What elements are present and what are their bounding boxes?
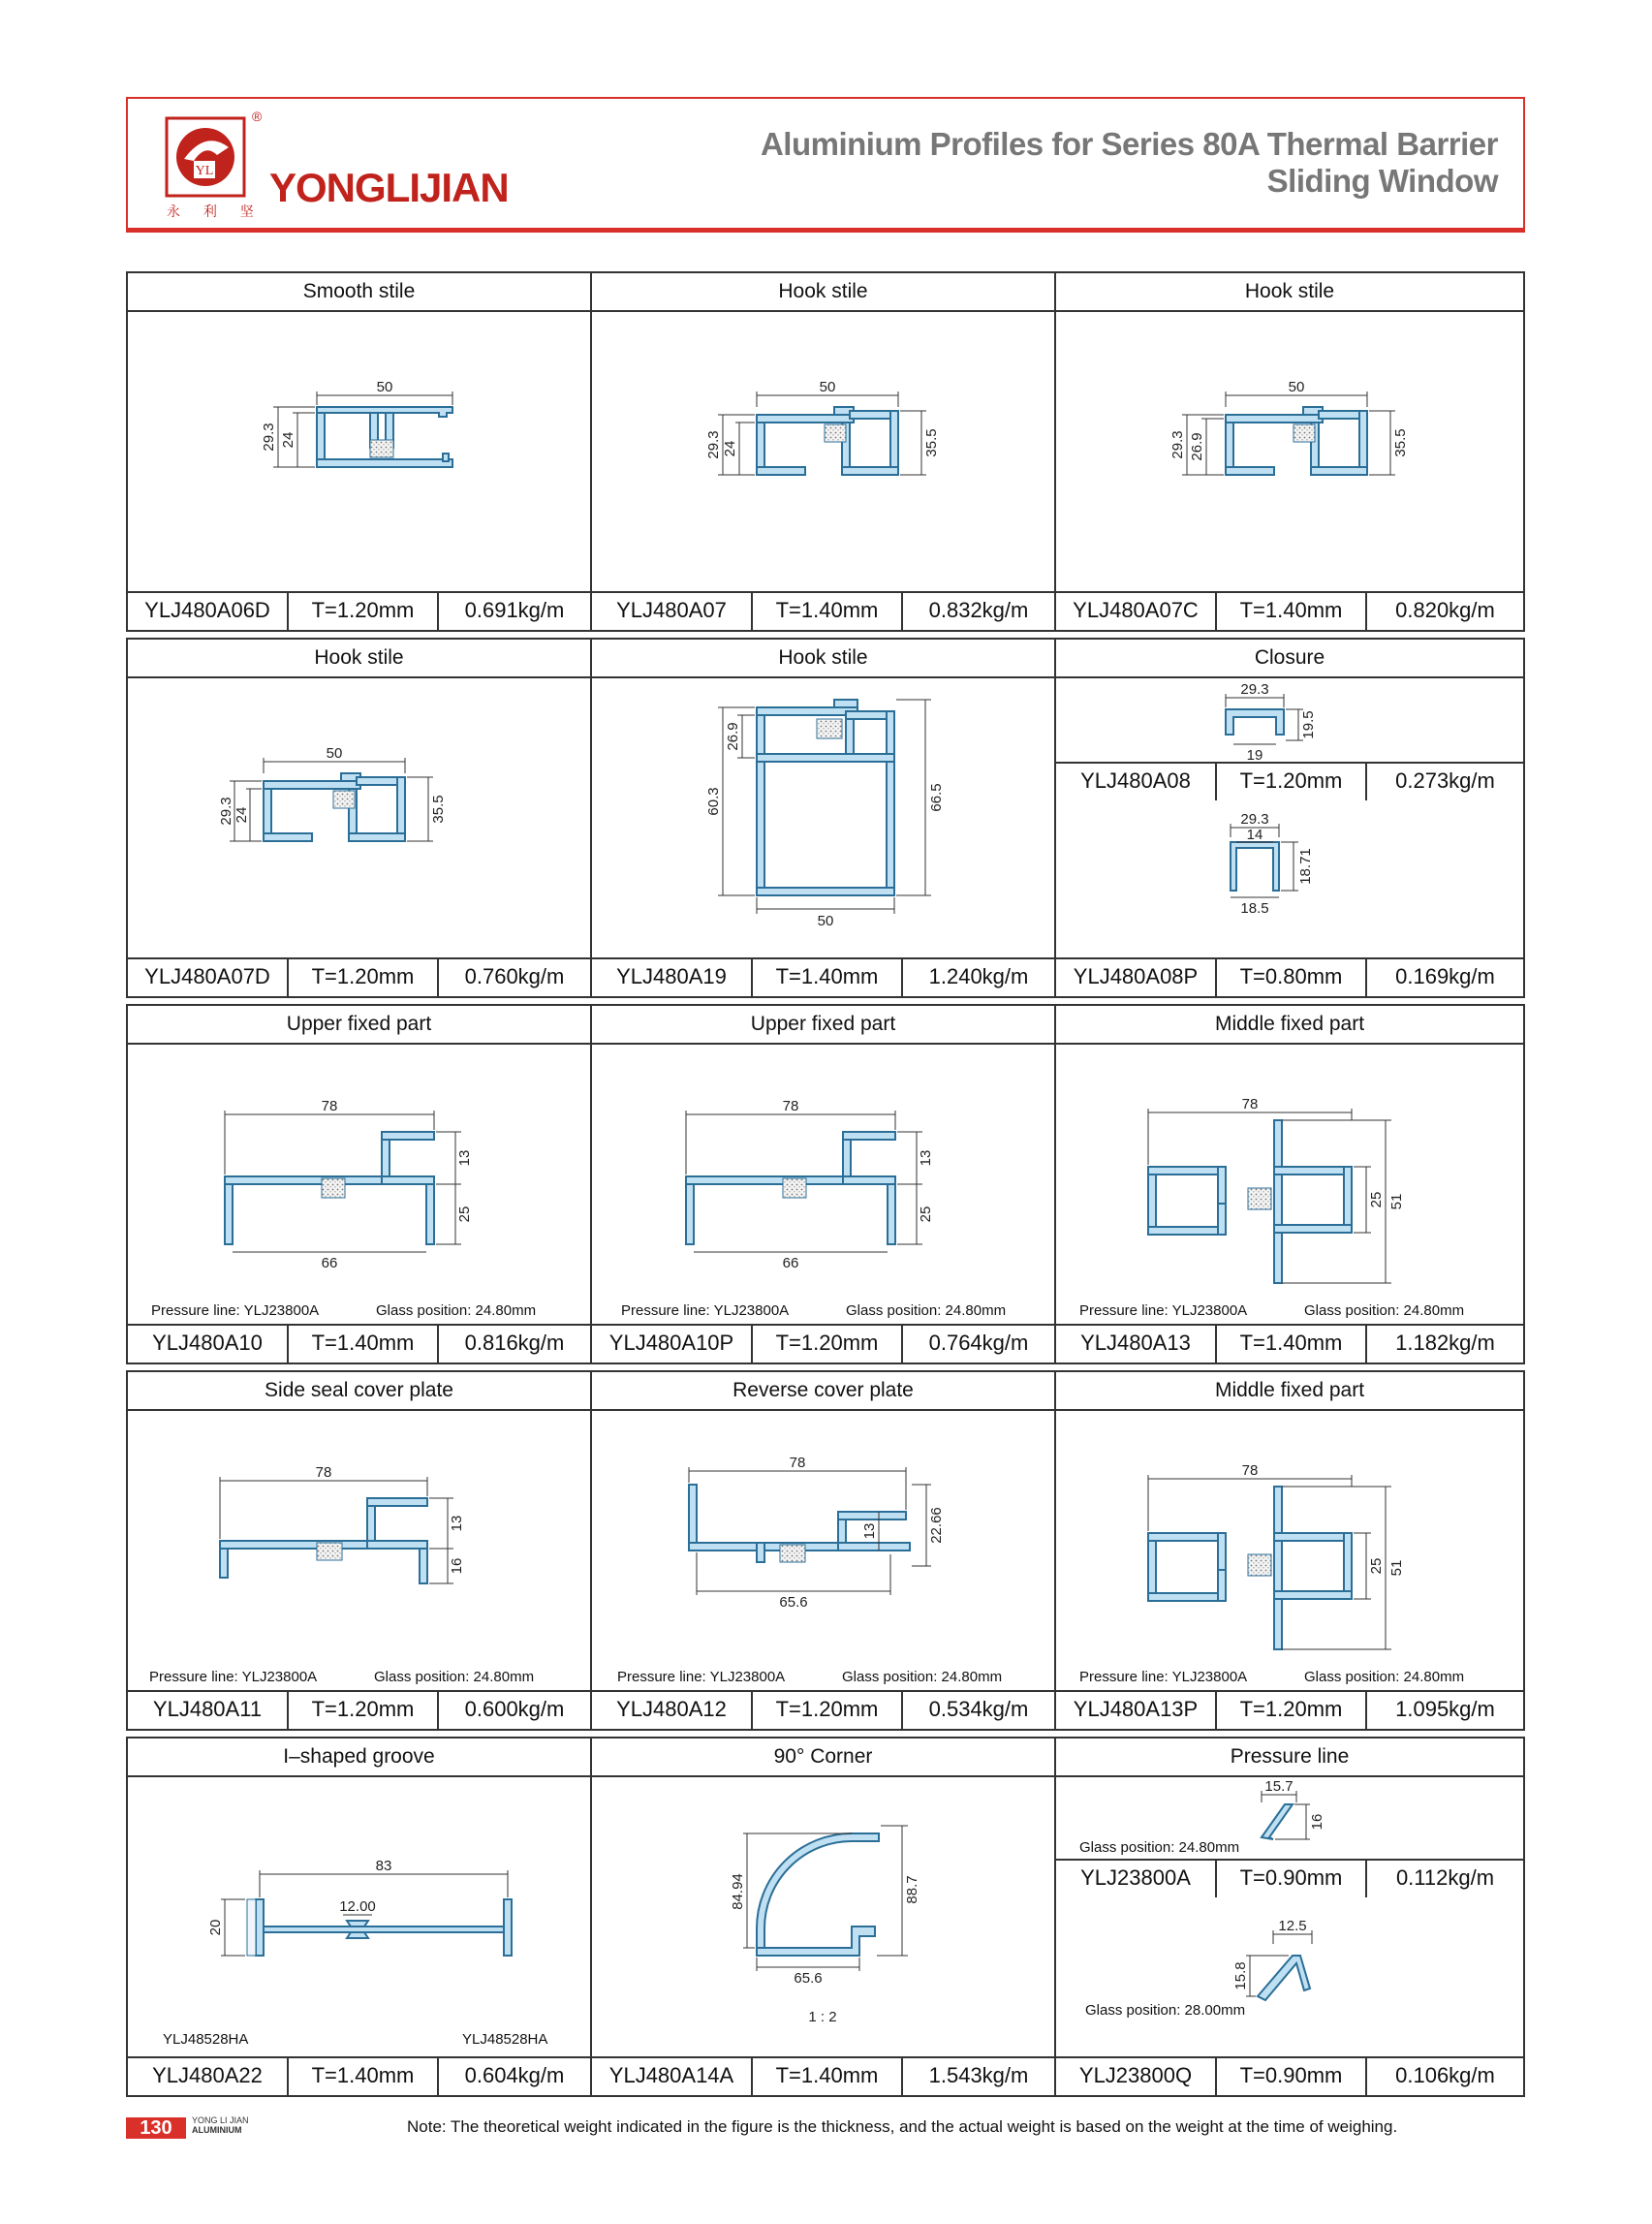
dim-label: 65.6 [779,1594,808,1611]
profile-thickness: T=1.20mm [289,959,439,996]
dim-label: 29.3 [1169,430,1186,459]
title-line-2: Sliding Window [1266,163,1498,199]
profile-code: YLJ480A10P [592,1326,753,1363]
profile-cell [126,1370,592,1731]
profile-thickness: T=1.20mm [289,1692,439,1729]
profile-weight: 0.604kg/m [464,2063,565,2087]
profile-thickness: T=1.20mm [1217,1692,1367,1729]
brand-logo [165,116,246,198]
glass-position-note: Glass position: 24.80mm [374,1669,535,1685]
profile-spec-row [1056,1324,1523,1363]
profile-caption: Hook stile [128,640,590,678]
profile-drawing-secondary [1056,799,1523,924]
profile-code: YLJ480A19 [592,959,753,996]
glass-position-note: Glass position: 24.80mm [376,1302,537,1319]
profile-spec-row [1056,1859,1523,1897]
dim-label: 29.3 [218,797,234,826]
profile-spec-row [128,957,590,996]
profile-weight: 1.095kg/m [1395,1697,1495,1721]
profile-caption: Smooth stile [128,273,590,312]
dim-label: 51 [1388,1559,1405,1577]
scale-label: 1 : 2 [808,2009,837,2025]
dim-label: 66.5 [928,783,945,812]
profile-cell [1054,1737,1525,2097]
dim-label: 78 [1241,1462,1259,1479]
grid-row-3 [126,1004,1525,1364]
title-line-1: Aluminium Profiles for Series 80A Thermal Barrier [760,126,1498,162]
dim-label: 66 [321,1255,338,1271]
profile-thickness: T=1.40mm [753,593,903,630]
profile-cell [1054,271,1525,632]
page-title [761,126,1498,200]
profile-caption: 90° Corner [592,1738,1054,1777]
dim-label: 29.3 [1240,811,1269,828]
profile-weight: 0.600kg/m [464,1697,565,1721]
profile-thickness: T=1.20mm [753,1692,903,1729]
grid-row-1 [126,271,1525,632]
dim-label: 25 [918,1206,934,1223]
profile-weight: 0.691kg/m [464,598,565,622]
dim-label: 22.66 [928,1507,945,1544]
profile-code: YLJ480A08P [1056,959,1217,996]
profile-spec-row [1056,762,1523,800]
page-brand-line-2: ALUMINIUM [192,2125,242,2135]
dim-label: 29.3 [261,423,277,452]
profile-caption: Hook stile [592,640,1054,678]
profile-caption: Upper fixed part [592,1006,1054,1045]
brand-name: YONGLIJIAN [269,165,509,210]
profile-caption: Hook stile [1056,273,1523,312]
dim-label: 25 [456,1206,473,1223]
glass-position-note: Glass position: 24.80mm [1304,1669,1465,1685]
profile-caption: Middle fixed part [1056,1372,1523,1411]
weight-note: Note: The theoretical weight indicated in the figure is the thickness, and the actual weight is based on the weight at the time of weighing. [407,2117,1398,2136]
profile-cell [1054,638,1525,998]
glass-position-note: Glass position: 24.80mm [842,1669,1003,1685]
dim-label: 19 [1246,747,1263,764]
dim-label: 16 [1309,1813,1325,1831]
dim-label: 13 [449,1515,465,1532]
dim-label: 12.5 [1278,1918,1307,1934]
profile-thickness: T=1.40mm [753,959,903,996]
dim-label: 78 [321,1098,338,1114]
profile-drawing-secondary [1056,1895,1523,2021]
profile-spec-row [592,591,1054,630]
brand-chinese: 永 利 坚 [167,204,264,219]
registered-mark: ® [252,109,263,124]
profile-spec-row [128,1324,590,1363]
dim-label: 50 [1288,379,1305,395]
profile-spec-row [592,1324,1054,1363]
dim-label: 26.9 [1189,432,1205,461]
dim-label: 78 [782,1098,799,1114]
dim-label: 50 [376,379,393,395]
pressure-line-note: Pressure line: YLJ23800A [151,1302,320,1319]
profile-caption: Hook stile [592,273,1054,312]
dim-label: 24 [234,806,250,824]
profile-spec-row [592,957,1054,996]
profile-weight: 0.273kg/m [1395,768,1495,793]
dim-label: 26.9 [725,722,741,751]
profile-weight: 0.760kg/m [464,964,565,988]
profile-thickness: T=1.40mm [289,2058,439,2095]
dim-label: 88.7 [904,1875,920,1904]
dim-label: 60.3 [705,787,722,816]
profile-spec-row [128,1690,590,1729]
dim-label: 65.6 [794,1970,823,1987]
profile-thickness: T=1.40mm [1217,593,1367,630]
profile-cell [1054,1370,1525,1731]
profile-code: YLJ480A14A [592,2058,753,2095]
profile-spec-row [1056,591,1523,630]
dim-label: 25 [1368,1557,1385,1575]
pressure-line-note: Pressure line: YLJ23800A [149,1669,318,1685]
grid-row-2 [126,638,1525,998]
dim-label: 29.3 [705,430,722,459]
dim-label: 78 [1241,1096,1259,1112]
profile-weight: 0.112kg/m [1395,1865,1495,1890]
dim-label: 35.5 [1392,428,1409,457]
profile-code: YLJ480A06D [128,593,289,630]
profile-cell [590,638,1056,998]
profile-caption: Pressure line [1056,1738,1523,1777]
profile-spec-row-secondary [1056,957,1523,996]
profile-thickness: T=0.80mm [1217,959,1367,996]
profile-thickness: T=1.40mm [289,1326,439,1363]
dim-label: 15.8 [1232,1961,1249,1990]
profile-cell [590,271,1056,632]
fitting-label-right: YLJ48528HA [462,2031,548,2048]
profile-code: YLJ480A08 [1056,764,1217,800]
profile-caption: Reverse cover plate [592,1372,1054,1411]
page-brand-line-1: YONG LI JIAN [192,2115,249,2125]
profile-caption: Closure [1056,640,1523,678]
dim-label: 16 [449,1557,465,1575]
glass-position-note: Glass position: 28.00mm [1085,2002,1246,2019]
profile-weight: 0.534kg/m [928,1697,1029,1721]
dim-label: 13 [861,1522,878,1540]
dim-label: 35.5 [430,795,447,824]
grid-row-4 [126,1370,1525,1731]
profile-caption: Side seal cover plate [128,1372,590,1411]
page-header [126,97,1525,233]
pressure-line-note: Pressure line: YLJ23800A [617,1669,786,1685]
dim-label: 50 [819,379,836,395]
profile-code: YLJ480A07C [1056,593,1217,630]
profile-caption: Upper fixed part [128,1006,590,1045]
dim-label: 14 [1246,827,1263,843]
profile-weight: 1.182kg/m [1395,1331,1495,1355]
profile-code: YLJ480A13 [1056,1326,1217,1363]
svg-text:YL: YL [195,164,214,178]
profile-weight: 1.543kg/m [928,2063,1029,2087]
profile-spec-row [592,2056,1054,2095]
profile-code: YLJ480A07 [592,593,753,630]
fitting-label-left: YLJ48528HA [163,2031,249,2048]
glass-position-note: Glass position: 24.80mm [846,1302,1007,1319]
profile-caption: Middle fixed part [1056,1006,1523,1045]
profile-cell [126,1004,592,1364]
grid-row-5 [126,1737,1525,2097]
dim-label: 18.71 [1297,848,1314,885]
profile-code: YLJ480A22 [128,2058,289,2095]
dim-label: 15.7 [1264,1778,1294,1795]
profile-cell [126,1737,592,2097]
dim-label: 25 [1368,1191,1385,1208]
profile-weight: 0.106kg/m [1395,2063,1495,2087]
profile-weight: 1.240kg/m [928,964,1029,988]
dim-label: 78 [789,1455,806,1471]
dim-label: 20 [207,1919,224,1936]
profile-thickness: T=0.90mm [1217,1861,1367,1897]
profile-code: YLJ480A12 [592,1692,753,1729]
dim-label: 51 [1388,1193,1405,1210]
dim-label: 35.5 [923,428,940,457]
profile-spec-row-secondary [1056,2056,1523,2095]
pressure-line-note: Pressure line: YLJ23800A [621,1302,790,1319]
dim-label: 19.5 [1300,710,1317,739]
dim-label: 24 [280,431,296,449]
profile-cell [1054,1004,1525,1364]
profile-weight: 0.169kg/m [1395,964,1495,988]
dim-label: 50 [326,745,343,762]
dim-label: 13 [918,1149,934,1167]
dim-label: 18.5 [1240,900,1269,917]
profile-code: YLJ480A07D [128,959,289,996]
profile-cell [126,638,592,998]
profile-thickness: T=0.90mm [1217,2058,1367,2095]
profile-weight: 0.764kg/m [928,1331,1029,1355]
dim-label: 84.94 [730,1873,746,1910]
profile-code: YLJ480A13P [1056,1692,1217,1729]
dim-label: 13 [456,1149,473,1167]
profile-thickness: T=1.20mm [753,1326,903,1363]
profile-thickness: T=1.40mm [1217,1326,1367,1363]
profile-cell [590,1737,1056,2097]
profile-thickness: T=1.20mm [289,593,439,630]
glass-position-note: Glass position: 24.80mm [1304,1302,1465,1319]
profile-spec-row [128,2056,590,2095]
profile-cell [126,271,592,632]
profile-cell [590,1004,1056,1364]
profile-cell [590,1370,1056,1731]
dim-label: 29.3 [1240,681,1269,698]
profile-thickness: T=1.40mm [753,2058,903,2095]
profile-spec-row [128,591,590,630]
profile-caption: I–shaped groove [128,1738,590,1777]
dim-label: 12.00 [339,1898,376,1915]
pressure-line-note: Pressure line: YLJ23800A [1079,1669,1248,1685]
profile-code: YLJ23800A [1056,1861,1217,1897]
profile-code: YLJ23800Q [1056,2058,1217,2095]
profile-spec-row [1056,1690,1523,1729]
glass-position-note: Glass position: 24.80mm [1079,1839,1240,1856]
dim-label: 24 [722,440,738,457]
dim-label: 66 [782,1255,799,1271]
profile-weight: 0.816kg/m [464,1331,565,1355]
profile-code: YLJ480A10 [128,1326,289,1363]
profile-weight: 0.832kg/m [928,598,1029,622]
pressure-line-note: Pressure line: YLJ23800A [1079,1302,1248,1319]
profile-spec-row [592,1690,1054,1729]
page-brand [192,2115,249,2135]
profile-code: YLJ480A11 [128,1692,289,1729]
dim-label: 50 [817,913,834,929]
profile-weight: 0.820kg/m [1395,598,1495,622]
dim-label: 78 [315,1464,332,1481]
page-number: 130 [126,2117,186,2139]
dim-label: 83 [375,1858,392,1874]
profile-thickness: T=1.20mm [1217,764,1367,800]
